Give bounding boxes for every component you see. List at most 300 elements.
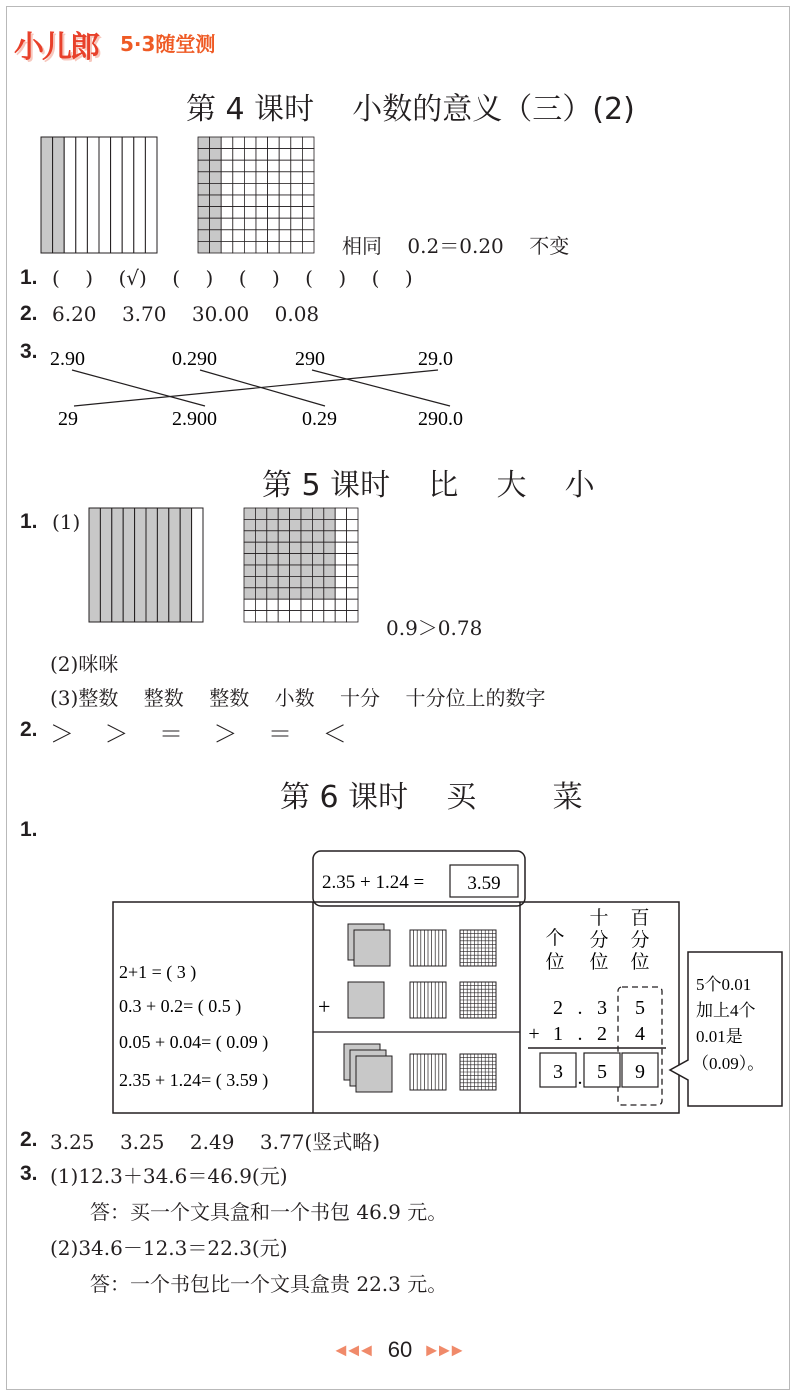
l5-cell [267,531,278,542]
l5-cell [244,531,255,542]
l4-cell [233,195,245,207]
l5-cell [335,508,346,519]
l4-cell [221,241,233,253]
l4-cell [302,149,314,161]
l5-cell [301,508,312,519]
row1-ones: 2 [553,997,563,1019]
l5-cell [290,508,301,519]
l6-q3-line2: 答：买一个文具盒和一个书包 46.9 元。 [90,1200,448,1224]
bubble-line-3: 0.01是 [696,1027,743,1046]
l5-cell [301,565,312,576]
row1-hundredths: 5 [635,997,645,1019]
l5-cell [244,554,255,565]
l5-cell [267,542,278,553]
l6-q1-number: 1. [20,818,38,841]
l5-cell [255,554,266,565]
l5-cell [347,554,358,565]
l5-cell [267,611,278,622]
result-ones: 3 [553,1061,563,1083]
l5-cell [301,519,312,530]
l4-cell [256,149,268,161]
l4-cell [233,172,245,184]
l4-cell [291,230,303,242]
l5-cell [278,519,289,530]
place-tenths-2: 分 [589,930,609,951]
l5-strip [146,508,157,622]
l4-cell [302,230,314,242]
match-top-1: 2.90 [50,348,85,370]
l5-cell [267,508,278,519]
l5-cell [255,588,266,599]
l4-cell [268,230,280,242]
l4-cell [279,218,291,230]
l4-cell [268,149,280,161]
row2-dot: . [577,1023,583,1045]
l5-cell [324,565,335,576]
l4-cell [244,195,256,207]
l6-q2-answers: 3.25 3.25 2.49 3.77(竖式略) [50,1130,381,1154]
l4-cell [256,137,268,149]
l5-strip [112,508,123,622]
l5-q1-sub2: (2)咪咪 [50,652,119,676]
l5-cell [324,576,335,587]
l4-cell [268,137,280,149]
place-hundredths-3: 位 [630,952,650,973]
l4-cell [268,183,280,195]
result-hundredths: 9 [635,1061,645,1083]
l5-strip [169,508,180,622]
l4-cell [279,241,291,253]
l5-cell [312,588,323,599]
l4-cell [244,137,256,149]
l5-cell [267,565,278,576]
l5-cell [312,519,323,530]
l4-cell [256,160,268,172]
l4-cell [244,241,256,253]
l5-q1-number: 1. [20,510,38,533]
l5-q1-sub1: (1) [52,510,81,534]
l4-cell [198,207,210,219]
l5-cell [244,519,255,530]
l4-q1-answers: ( ) (√) ( ) ( ) ( ) ( ) [52,266,413,290]
l4-strip [111,137,123,253]
l4-cell [221,160,233,172]
right-arrows-icon: ▶▶▶ [426,1341,465,1358]
l4-cell [198,172,210,184]
l4-cell [210,183,222,195]
match-line-2 [200,370,325,406]
one-block [354,930,390,966]
middle-plus: + [318,994,331,1019]
match-top-4: 29.0 [418,348,453,370]
l4-cell [302,218,314,230]
lesson4-figures [38,134,318,258]
l5-cell [312,531,323,542]
l5-cell [301,611,312,622]
l4-cell [198,241,210,253]
l6-q3-line1: (1)12.3＋34.6＝46.9(元) [50,1164,288,1188]
l5-strip [135,508,146,622]
l4-cell [244,218,256,230]
l5-strip [157,508,168,622]
l5-strip [180,508,191,622]
l4-cell [279,207,291,219]
l4-cell [244,172,256,184]
l5-cell [312,576,323,587]
tenths-strip-figure-2 [89,508,203,622]
l5-cell [324,588,335,599]
l4-cell [210,207,222,219]
match-top-3: 290 [295,348,325,370]
l5-cell [255,531,266,542]
l4-cell [291,160,303,172]
one-block [348,982,384,1018]
l5-cell [290,599,301,610]
place-tenths-1: 十 [589,908,609,929]
l5-cell [324,554,335,565]
l4-cell [291,195,303,207]
place-ones-1: 个 [545,928,565,949]
l5-cell [335,531,346,542]
l6-q3-line4: 答：一个书包比一个文具盒贵 22.3 元。 [90,1272,448,1296]
lesson4-fig-caption: 相同 0.2＝0.20 不变 [342,234,570,258]
left-eq-2: 0.3 + 0.2= ( 0.5 ) [119,996,242,1016]
l4-q1-number: 1. [20,266,38,289]
l4-cell [256,230,268,242]
l4-cell [244,230,256,242]
l5-cell [278,576,289,587]
lesson6-title: 第 6 课时 买 菜 [280,780,583,815]
match-bottom-1: 29 [58,408,78,430]
l4-cell [233,160,245,172]
place-hundredths-1: 百 [630,908,650,929]
l5-compare: 0.9＞0.78 [386,616,483,640]
l5-cell [312,554,323,565]
l5-cell [244,565,255,576]
l4-cell [198,149,210,161]
addition-diagram [110,848,790,1116]
l4-cell [244,160,256,172]
l5-cell [301,599,312,610]
l5-cell [255,508,266,519]
l5-cell [347,611,358,622]
l5-cell [324,599,335,610]
match-bottom-2: 2.900 [172,408,217,430]
l5-cell [324,508,335,519]
l5-cell [301,542,312,553]
logo: 小儿郎 [14,30,98,65]
place-tenths-3: 位 [589,952,609,973]
l4-cell [279,149,291,161]
l5-cell [312,565,323,576]
l5-strip [123,508,134,622]
l6-q3-line3: (2)34.6－12.3＝22.3(元) [50,1236,288,1260]
l5-cell [347,519,358,530]
l5-cell [324,531,335,542]
l4-cell [268,160,280,172]
l5-cell [335,542,346,553]
l6-q3-number: 3. [20,1162,38,1185]
l4-cell [233,137,245,149]
l4-cell [256,218,268,230]
l4-cell [256,172,268,184]
l5-cell [301,554,312,565]
l4-cell [221,207,233,219]
l5-cell [290,542,301,553]
place-ones-2: 位 [545,952,565,973]
l5-cell [347,542,358,553]
l4-cell [221,183,233,195]
l5-cell [290,531,301,542]
l5-cell [347,588,358,599]
match-bottom-4: 290.0 [418,408,463,430]
l4-cell [291,207,303,219]
l5-cell [335,576,346,587]
match-top-2: 0.290 [172,348,217,370]
l5-strip [192,508,203,622]
l4-cell [233,207,245,219]
l5-cell [278,565,289,576]
l4-cell [302,195,314,207]
row2-hundredths: 4 [635,1023,645,1045]
l4-q2-answers: 6.20 3.70 30.00 0.08 [52,302,320,326]
l5-cell [290,576,301,587]
l5-cell [278,542,289,553]
l5-cell [301,588,312,599]
l4-cell [233,230,245,242]
l4-cell [198,230,210,242]
l5-cell [278,611,289,622]
l5-cell [324,611,335,622]
l4-cell [302,172,314,184]
l4-cell [221,218,233,230]
l4-cell [198,160,210,172]
l4-strip [64,137,76,253]
row2-tenths: 2 [597,1023,607,1045]
l5-strip [89,508,100,622]
l5-cell [324,519,335,530]
l5-cell [290,611,301,622]
l4-strip [53,137,65,253]
l5-cell [347,508,358,519]
l5-cell [267,588,278,599]
l5-cell [312,508,323,519]
l4-cell [221,172,233,184]
l4-cell [291,149,303,161]
l4-cell [268,172,280,184]
l5-cell [312,542,323,553]
l4-cell [279,160,291,172]
l4-cell [279,230,291,242]
l5-q2-answers: ＞ ＞ ＝ ＞ ＝ ＜ [50,720,347,748]
page-number-footer [0,1336,800,1363]
l5-cell [290,554,301,565]
l4-cell [198,137,210,149]
l5-q2-number: 2. [20,718,38,741]
l4-strip [122,137,134,253]
l4-cell [256,241,268,253]
l5-cell [301,531,312,542]
l5-cell [278,599,289,610]
l4-cell [198,183,210,195]
l5-cell [278,588,289,599]
l5-cell [267,554,278,565]
l4-q3-number: 3. [20,340,38,363]
l4-cell [221,195,233,207]
base-ten-blocks [344,924,496,1092]
l4-cell [221,230,233,242]
l5-q1-sub3: (3)整数 整数 整数 小数 十分 十分位上的数字 [50,686,546,710]
l5-cell [278,508,289,519]
l5-cell [255,542,266,553]
l4-strip [134,137,146,253]
l4-cell [210,195,222,207]
row2-ones: 1 [553,1023,563,1045]
l4-cell [268,241,280,253]
l4-cell [233,149,245,161]
l4-cell [244,149,256,161]
l5-cell [290,519,301,530]
l5-cell [267,576,278,587]
l4-cell [291,172,303,184]
l5-cell [244,542,255,553]
left-eq-1: 2+1 = ( 3 ) [119,962,197,982]
result-dot: . [577,1067,583,1089]
tenths-strip-figure [41,137,157,253]
l4-cell [233,183,245,195]
l4-cell [198,218,210,230]
l5-cell [347,599,358,610]
l4-cell [256,195,268,207]
lesson5-title: 第 5 课时 比 大 小 [262,468,595,503]
l4-cell [268,207,280,219]
row1-tenths: 3 [597,997,607,1019]
top-answer: 3.59 [467,873,501,894]
lesson4-title: 第 4 课时 小数的意义（三）(2) [186,92,635,127]
l5-cell [312,611,323,622]
row1-dot: . [577,997,583,1019]
l5-cell [267,599,278,610]
l4-cell [279,137,291,149]
l5-cell [335,565,346,576]
l4-cell [302,160,314,172]
l4-cell [210,172,222,184]
bubble-line-1: 5个0.01 [696,975,752,994]
l5-cell [267,519,278,530]
l4-cell [256,207,268,219]
result-tenths: 5 [597,1061,607,1083]
l5-cell [255,565,266,576]
l4-cell [210,241,222,253]
match-line-1 [72,370,205,406]
lesson5-figures [86,505,366,627]
left-arrows-icon: ◀◀◀ [335,1341,374,1358]
l4-cell [221,149,233,161]
row2-plus: + [528,1023,540,1045]
one-block [356,1056,392,1092]
page-number: 60 [387,1337,413,1363]
l5-strip [100,508,111,622]
l4-cell [210,160,222,172]
l4-cell [244,207,256,219]
left-eq-4: 2.35 + 1.24= ( 3.59 ) [119,1070,269,1090]
l5-cell [347,565,358,576]
top-equation: 2.35 + 1.24 = [322,872,425,893]
l4-cell [291,137,303,149]
l5-cell [335,554,346,565]
l4-strip [87,137,99,253]
l5-cell [244,576,255,587]
l5-cell [335,599,346,610]
l5-cell [244,611,255,622]
series-name: 5·3随堂测 [120,32,216,56]
l5-cell [335,588,346,599]
l4-cell [233,241,245,253]
l5-cell [324,542,335,553]
match-line-4 [74,370,438,406]
l5-cell [290,565,301,576]
l5-cell [347,576,358,587]
hundredths-grid-figure [198,137,314,253]
l4-cell [210,137,222,149]
l4-cell [256,183,268,195]
l4-cell [302,241,314,253]
l5-cell [290,588,301,599]
bubble-line-4: （0.09）。 [692,1054,765,1073]
l5-cell [244,599,255,610]
l4-strip [76,137,88,253]
left-eq-3: 0.05 + 0.04= ( 0.09 ) [119,1032,269,1052]
l4-cell [279,172,291,184]
l4-cell [210,149,222,161]
l5-cell [255,599,266,610]
l4-cell [302,207,314,219]
l4-cell [210,218,222,230]
l4-strip [99,137,111,253]
place-hundredths-2: 分 [630,930,650,951]
l5-cell [278,554,289,565]
l4-cell [291,241,303,253]
l4-cell [233,218,245,230]
l5-cell [312,599,323,610]
l4-cell [291,183,303,195]
l5-cell [255,519,266,530]
l4-cell [291,218,303,230]
l5-cell [255,576,266,587]
l5-cell [244,508,255,519]
l5-cell [278,531,289,542]
hundredths-grid-figure-2 [244,508,358,622]
l5-cell [347,531,358,542]
l4-q2-number: 2. [20,302,38,325]
l4-cell [198,195,210,207]
l4-cell [221,137,233,149]
l5-cell [255,611,266,622]
l4-strip [41,137,53,253]
l5-cell [301,576,312,587]
l4-strip [145,137,157,253]
matching-figure [40,340,500,432]
l4-cell [302,137,314,149]
match-bottom-3: 0.29 [302,408,337,430]
l4-cell [302,183,314,195]
l4-cell [244,183,256,195]
l4-cell [268,218,280,230]
l5-cell [244,588,255,599]
l5-cell [335,611,346,622]
l4-cell [268,195,280,207]
l5-cell [335,519,346,530]
